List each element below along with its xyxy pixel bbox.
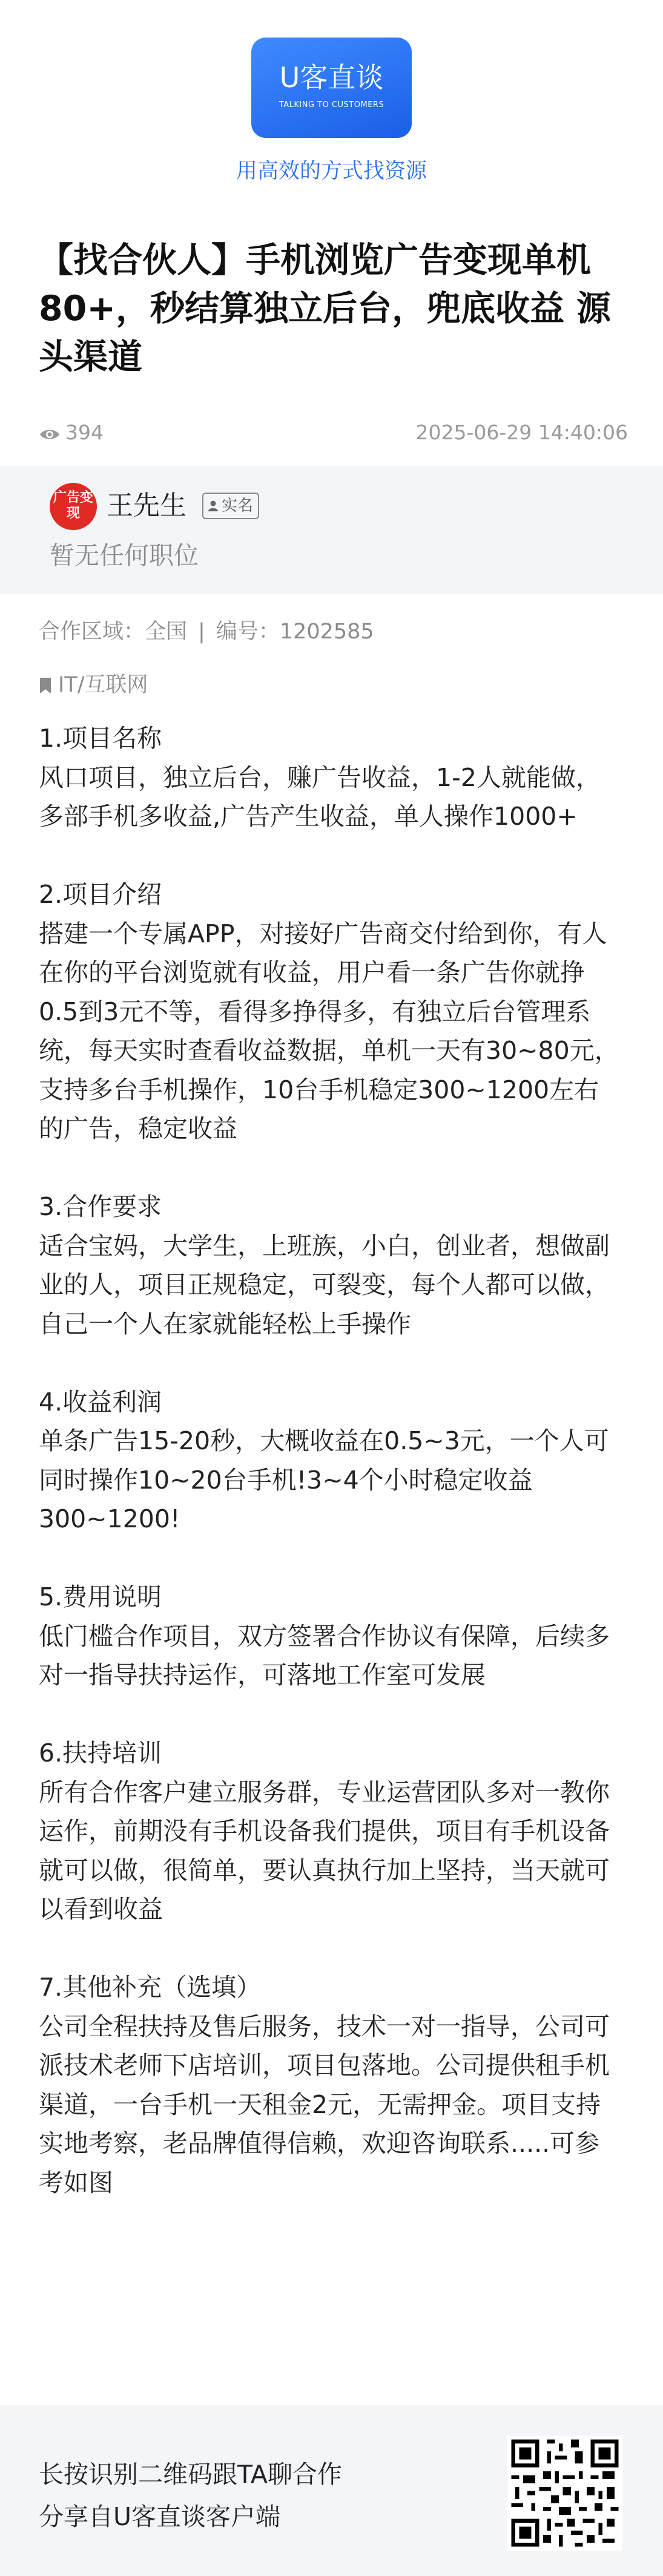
section-heading: 1.项目名称 [39, 724, 162, 753]
qr-instruction: 长按识别二维码跟TA聊合作 [39, 2460, 342, 2489]
post-date: 2025-06-29 14:40:06 [415, 421, 628, 444]
avatar-text: 广告变现 [53, 490, 93, 521]
app-logo [251, 38, 412, 138]
category: IT/互联网 [58, 673, 148, 697]
view-count-value: 394 [65, 421, 104, 444]
section-body: 所有合作客户建立服务群，专业运营团队多对一教你运作，前期没有手机设备我们提供，项目有手机设备就可以做，很简单，要认真执行加上坚持，当天就可以看到收益 [39, 1777, 610, 1924]
content-section [39, 719, 620, 836]
author-position: 暂无任何职位 [50, 541, 199, 570]
section-heading: 2.项目介绍 [39, 880, 162, 909]
info-separator: | [198, 620, 205, 644]
qr-code[interactable] [507, 2436, 622, 2551]
slogan: 用高效的方式找资源 [236, 159, 427, 183]
section-heading: 7.其他补充（选填） [39, 1973, 262, 2002]
section-heading: 3.合作要求 [39, 1192, 162, 1221]
content-section [39, 1383, 620, 1539]
logo-brand-name: U客直谈 [279, 61, 384, 94]
section-body: 适合宝妈，大学生，上班族，小白，创业者，想做副业的人，项目正规稳定，可裂变，每个人都可以做，自己一个人在家就能轻松上手操作 [39, 1231, 610, 1339]
info-row [39, 615, 374, 649]
content-section [39, 1734, 620, 1929]
share-footer [0, 2405, 663, 2576]
content-section [39, 875, 620, 1149]
eye-icon [39, 427, 61, 442]
verified-badge [202, 493, 259, 519]
section-heading: 4.收益利润 [39, 1387, 162, 1417]
section-body: 低门槛合作项目，双方签署合作协议有保障，后续多对一指导扶持运作，可落地工作室可发展 [39, 1621, 610, 1689]
region: 合作区域：全国 [39, 620, 188, 644]
post-number: 编号：1202585 [216, 620, 374, 644]
content-section [39, 1578, 620, 1695]
person-icon [207, 500, 219, 512]
author-card[interactable] [0, 466, 663, 594]
share-source: 分享自U客直谈客户端 [39, 2502, 281, 2531]
section-body: 风口项目，独立后台，赚广告收益，1-2人就能做，多部手机多收益,广告产生收益，单人操作1000+ [39, 762, 601, 831]
section-body: 搭建一个专属APP，对接好广告商交付给到你，有人在你的平台浏览就有收益，用户看一条广告你就挣0.5到3元不等，看得多挣得多，有独立后台管理系统，每天实时查看收益数据，单机一天有30~80元，支持多台手机操作，10台手机稳定300~1200左右的广告，稳定收益 [39, 919, 619, 1143]
post-meta [39, 418, 628, 448]
post-content [39, 719, 620, 2241]
logo-tagline: TALKING TO CUSTOMERS [279, 100, 384, 110]
section-body: 单条广告15-20秒，大概收益在0.5~3元，一个人可同时操作10~20台手机!3~4个小时稳定收益300~1200! [39, 1426, 609, 1533]
post-title: 【找合伙人】手机浏览广告变现单机80+，秒结算独立后台，兜底收益 源头渠道 [39, 240, 611, 377]
verified-badge-label: 实名 [222, 497, 254, 515]
view-count [39, 418, 104, 448]
content-section [39, 1968, 620, 2202]
avatar[interactable] [50, 483, 97, 530]
category-row [39, 668, 148, 702]
section-heading: 5.费用说明 [39, 1582, 162, 1611]
section-body: 公司全程扶持及售后服务，技术一对一指导，公司可派技术老师下店培训，项目包落地。公司提供租手机渠道，一台手机一天租金2元，无需押金。项目支持实地考察，老品牌值得信赖，欢迎咨询联系.....可参考如图 [39, 2011, 610, 2197]
bookmark-icon [39, 677, 52, 694]
author-name[interactable]: 王先生 [107, 490, 186, 521]
section-heading: 6.扶持培训 [39, 1739, 162, 1768]
content-section [39, 1187, 620, 1343]
